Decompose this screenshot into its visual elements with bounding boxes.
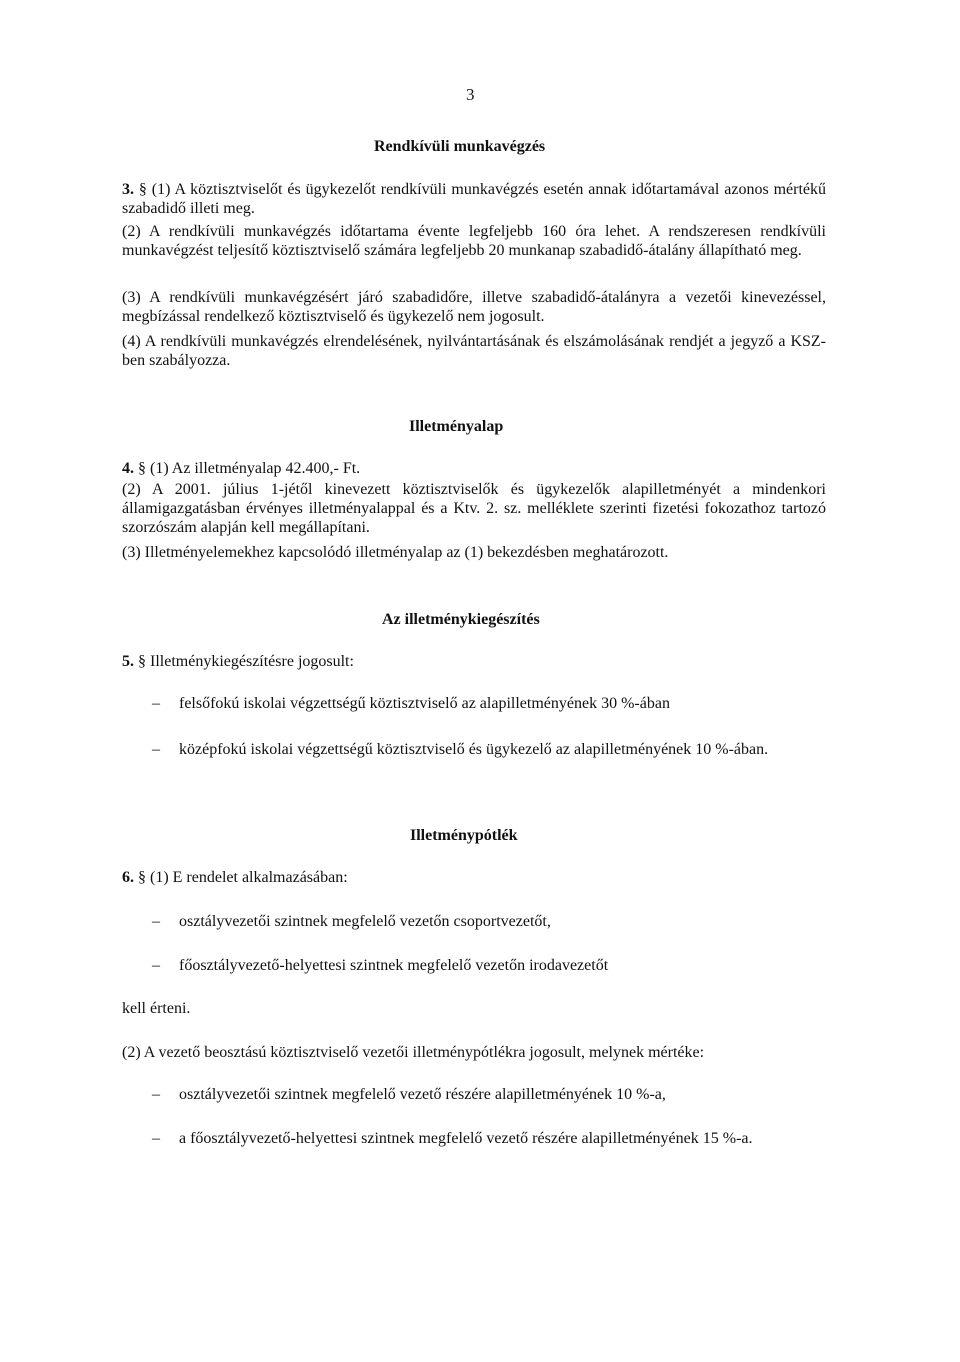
- list-item-text: felsőfokú iskolai végzettségű köztisztviselő az alapilletményének 30 %-ában: [179, 695, 670, 712]
- dash-bullet: –: [152, 1130, 160, 1147]
- page-number: 3: [466, 85, 475, 104]
- section-number: 4.: [122, 460, 134, 477]
- dash-bullet: –: [152, 913, 160, 930]
- heading-rendkivuli-munkavegzes: Rendkívüli munkavégzés: [374, 138, 546, 155]
- paragraph-text: § Illetménykiegészítésre jogosult:: [138, 653, 354, 670]
- section-number: 6.: [122, 869, 134, 886]
- section-5-intro: [122, 652, 354, 671]
- heading-illetmenypotlek: Illetménypótlék: [410, 827, 518, 844]
- heading-illetmenyalap: Illetményalap: [409, 418, 504, 435]
- list-item-text: középfokú iskolai végzettségű köztisztviselő és ügykezelő az alapilletményének 10 %-ában.: [179, 741, 769, 758]
- section-3-paragraph-1: [122, 180, 826, 218]
- section-3-paragraph-3: (3) A rendkívüli munkavégzésért járó szabadidőre, illetve szabadidő-átalányra a vezetői kinevezéssel, megbízással rendelkező köztisztviselő és ügykezelő nem jogosult.: [122, 289, 826, 325]
- section-number: 3.: [122, 181, 134, 198]
- dash-bullet: –: [152, 741, 160, 758]
- paragraph-text: § (1) A köztisztviselőt és ügykezelőt rendkívüli munkavégzés esetén annak időtartamával azonos mértékű szabadidő illeti meg.: [122, 181, 827, 217]
- section-6-after-list: kell érteni.: [122, 1000, 191, 1017]
- section-4-paragraph-2: (2) A 2001. július 1-jétől kinevezett köztisztviselők és ügykezelők alapilletményét a mindenkori államigazgatásban érvényes illetményalappal és a Ktv. 2. sz. melléklete szerinti fizetési fokozathoz tartozó szorzószám alapján kell megállapítani.: [122, 481, 826, 536]
- heading-illetmenykiegeszites: Az illetménykiegészítés: [382, 611, 540, 628]
- list-item-text: osztályvezetői szintnek megfelelő vezetőn csoportvezetőt,: [179, 913, 551, 930]
- section-6-paragraph-2: (2) A vezető beosztású köztisztviselő vezetői illetménypótlékra jogosult, melynek mértéke:: [122, 1044, 705, 1061]
- list-item-text: osztályvezetői szintnek megfelelő vezető részére alapilletményének 10 %-a,: [179, 1086, 666, 1103]
- dash-bullet: –: [152, 957, 160, 974]
- section-3-paragraph-4: (4) A rendkívüli munkavégzés elrendelésének, nyilvántartásának és elszámolásának rendjét a jegyző a KSZ-ben szabályozza.: [122, 333, 826, 369]
- dash-bullet: –: [152, 1086, 160, 1103]
- paragraph-text: § (1) E rendelet alkalmazásában:: [138, 869, 348, 886]
- paragraph-text: § (1) Az illetményalap 42.400,- Ft.: [138, 460, 361, 477]
- section-6-intro: [122, 868, 348, 887]
- list-item-text: főosztályvezető-helyettesi szintnek megfelelő vezetőn irodavezetőt: [179, 957, 609, 974]
- dash-bullet: –: [152, 695, 160, 712]
- section-3-paragraph-2: (2) A rendkívüli munkavégzés időtartama évente legfeljebb 160 óra lehet. A rendszeresen rendkívüli munkavégzést teljesítő köztisztviselő számára legfeljebb 20 munkanap szabadidő-átalány állapítható meg.: [122, 223, 826, 259]
- section-4-paragraph-3: (3) Illetményelemekhez kapcsolódó illetményalap az (1) bekezdésben meghatározott.: [122, 544, 669, 561]
- section-4-paragraph-1: [122, 459, 826, 478]
- list-item-text: a főosztályvezető-helyettesi szintnek megfelelő vezető részére alapilletményének 15 %-a.: [179, 1130, 753, 1147]
- section-number: 5.: [122, 653, 134, 670]
